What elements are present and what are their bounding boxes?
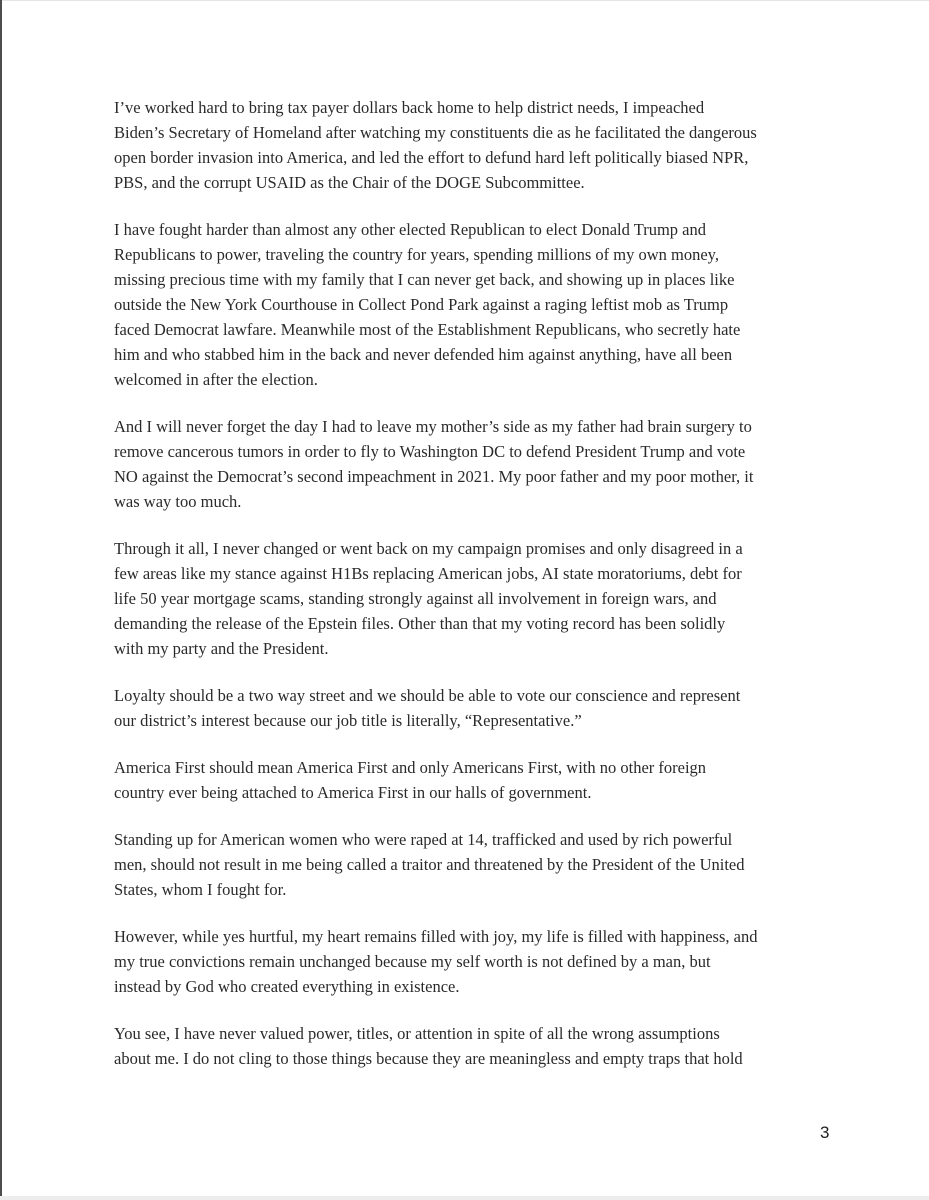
text-line: instead by God who created everything in existence. [114, 977, 460, 996]
text-line: welcomed in after the election. [114, 370, 318, 389]
page-number: 3 [820, 1123, 830, 1142]
text-line: Standing up for American women who were raped at 14, trafficked and used by rich powerful [114, 830, 733, 849]
text-line: Republicans to power, traveling the country for years, spending millions of my own money, [114, 245, 719, 264]
text-line: You see, I have never valued power, titles, or attention in spite of all the wrong assumptions [114, 1024, 720, 1043]
paragraph [114, 217, 757, 392]
text-line: Through it all, I never changed or went back on my campaign promises and only disagreed in a [114, 539, 743, 558]
text-line: missing precious time with my family that I can never get back, and showing up in places like [114, 270, 735, 289]
text-line: However, while yes hurtful, my heart remains filled with joy, my life is filled with happiness, and [114, 927, 758, 946]
text-line: country ever being attached to America First in our halls of government. [114, 783, 592, 802]
page-left-edge [0, 0, 2, 1200]
text-line: States, whom I fought for. [114, 880, 287, 899]
text-line: about me. I do not cling to those things because they are meaningless and empty traps that hold [114, 1049, 743, 1068]
text-line: our district’s interest because our job title is literally, “Representative.” [114, 711, 582, 730]
text-line: remove cancerous tumors in order to fly to Washington DC to defend President Trump and vote [114, 442, 746, 461]
text-line: I’ve worked hard to bring tax payer dollars back home to help district needs, I impeached [114, 98, 705, 117]
text-line: And I will never forget the day I had to leave my mother’s side as my father had brain surgery to [114, 417, 752, 436]
paragraph [114, 414, 757, 514]
paragraph [114, 755, 757, 805]
text-line: life 50 year mortgage scams, standing strongly against all involvement in foreign wars, and [114, 589, 717, 608]
text-line: demanding the release of the Epstein files. Other than that my voting record has been solidly [114, 614, 726, 633]
text-line: outside the New York Courthouse in Collect Pond Park against a raging leftist mob as Trump [114, 295, 729, 314]
text-line: my true convictions remain unchanged because my self worth is not defined by a man, but [114, 952, 711, 971]
text-line: Loyalty should be a two way street and we should be able to vote our conscience and represent [114, 686, 741, 705]
text-line: open border invasion into America, and led the effort to defund hard left politically biased NPR, [114, 148, 749, 167]
page-bottom-edge [0, 1196, 929, 1200]
text-line: I have fought harder than almost any other elected Republican to elect Donald Trump and [114, 220, 706, 239]
text-line: faced Democrat lawfare. Meanwhile most of the Establishment Republicans, who secretly hate [114, 320, 741, 339]
text-line: with my party and the President. [114, 639, 329, 658]
page-top-edge [0, 0, 929, 1]
document-body [114, 95, 757, 1093]
text-line: him and who stabbed him in the back and never defended him against anything, have all been [114, 345, 733, 364]
paragraph [114, 827, 757, 902]
paragraph [114, 1021, 757, 1071]
text-line: was way too much. [114, 492, 242, 511]
text-line: PBS, and the corrupt USAID as the Chair of the DOGE Subcommittee. [114, 173, 585, 192]
text-line: Biden’s Secretary of Homeland after watching my constituents die as he facilitated the dangerous [114, 123, 757, 142]
text-line: NO against the Democrat’s second impeachment in 2021. My poor father and my poor mother, it [114, 467, 754, 486]
paragraph [114, 924, 757, 999]
text-line: America First should mean America First and only Americans First, with no other foreign [114, 758, 707, 777]
paragraph [114, 683, 757, 733]
paragraph [114, 536, 757, 661]
paragraph [114, 95, 757, 195]
text-line: few areas like my stance against H1Bs replacing American jobs, AI state moratoriums, debt for [114, 564, 742, 583]
text-line: men, should not result in me being called a traitor and threatened by the President of the United [114, 855, 745, 874]
